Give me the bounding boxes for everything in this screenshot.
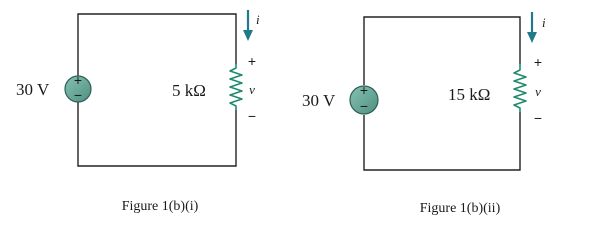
figure-a-source-label: 30 V (16, 80, 50, 99)
figure-a-voltage-source (65, 72, 91, 103)
figure-b-voltage-plus: + (533, 54, 543, 70)
figure-b-caption: Figure 1(b)(ii) (419, 201, 501, 216)
figure-b-wire-loop (364, 17, 520, 170)
figure-a-caption: Figure 1(b)(i) (121, 199, 199, 214)
figure-b-voltage-label: v (535, 84, 541, 99)
figure-b-voltage-minus: − (533, 110, 543, 126)
figure-b-voltage-source (350, 82, 378, 114)
figure-b-source-minus: − (359, 98, 369, 114)
figure-a-current-arrow-icon (243, 10, 253, 41)
figure-a-voltage-minus: − (247, 108, 257, 124)
figure-b-source-plus: + (359, 82, 369, 98)
figure-b-resistor-label: 15 kΩ (448, 85, 491, 104)
figure-b-resistor (514, 64, 526, 112)
figure-b-current-arrow-icon (527, 12, 537, 43)
figure-a-current-label: i (256, 12, 260, 27)
figure-a-circuit (16, 10, 260, 214)
figure-b-circuit (302, 12, 546, 216)
figure-a-resistor (230, 64, 242, 110)
figure-a-source-plus: + (73, 72, 83, 88)
figure-a-resistor-label: 5 kΩ (172, 81, 206, 100)
figure-a-voltage-plus: + (247, 53, 257, 69)
figure-b-current-label: i (542, 15, 546, 30)
figure-b-source-label: 30 V (302, 91, 336, 110)
figure-a-wire-loop (78, 14, 236, 166)
figure-a-voltage-label: v (249, 82, 255, 97)
figure-a-source-minus: − (73, 87, 83, 103)
